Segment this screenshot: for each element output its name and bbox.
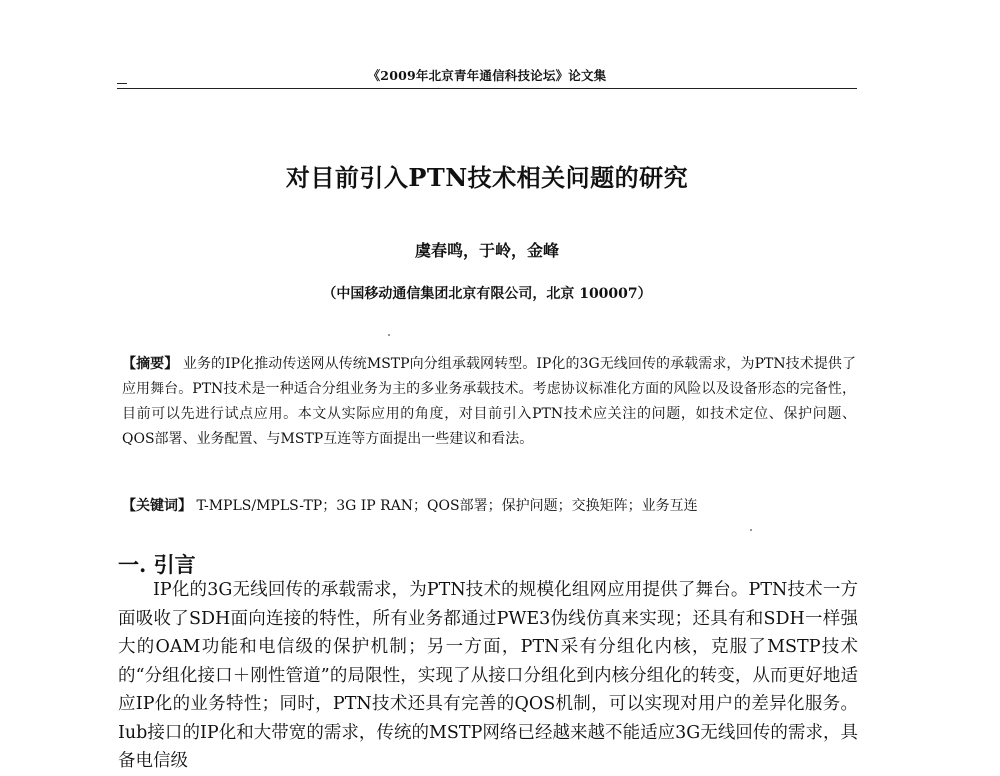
paper-title: 对目前引入PTN技术相关问题的研究 — [285, 163, 689, 192]
abstract-text: 业务的IP化推动传送网从传统MSTP向分组承载网转型。IP化的3G无线回传的承载需求，为PTN技术提供了应用舞台。PTN技术是一种适合分组业务为主的多业务承载技术。考虑协议标准化方面的风险以及设备形态的完备性，目前可以先进行试点应用。本文从实际应用的角度，对目前引入PTN技术应关注的问题，如技术定位、保护问题、QOS部署、业务配置、与MSTP互连等方面提出一些建议和看法。 — [122, 356, 856, 447]
abstract-paragraph — [122, 352, 856, 452]
running-header: 《2009年北京青年通信科技论坛》论文集 — [367, 68, 607, 83]
abstract-label: 【摘要】 — [122, 356, 179, 372]
scan-speck — [388, 334, 390, 336]
keywords-label: 【关键词】 — [122, 498, 192, 514]
keywords-line — [122, 494, 856, 519]
header-rule — [117, 88, 857, 89]
paper-affiliation: （中国移动通信集团北京有限公司，北京 100007） — [322, 286, 652, 302]
section-heading: 一. 引言 — [118, 552, 196, 577]
body-paragraph: IP化的3G无线回传的承载需求，为PTN技术的规模化组网应用提供了舞台。PTN技术一方面吸收了SDH面向连接的特性，所有业务都通过PWE3伪线仿真来实现；还具有和SDH一样强大的OAM功能和电信级的保护机制；另一方面，PTN采有分组化内核，克服了MSTP技术的“分组化接口＋刚性管道”的局限性，实现了从接口分组化到内核分组化的转变，从而更好地适应IP化的业务特性；同时，PTN技术还具有完善的QOS机制，可以实现对用户的差异化服务。Iub接口的IP化和大带宽的需求，传统的MSTP网络已经越来越不能适应3G无线回传的需求，具备电信级 — [118, 580, 858, 771]
keywords-text: T-MPLS/MPLS-TP；3G IP RAN；QOS部署；保护问题；交换矩阵；业务互连 — [192, 498, 698, 514]
scan-speck — [750, 529, 752, 531]
paper-authors: 虞春鸣，于岭，金峰 — [414, 241, 559, 260]
